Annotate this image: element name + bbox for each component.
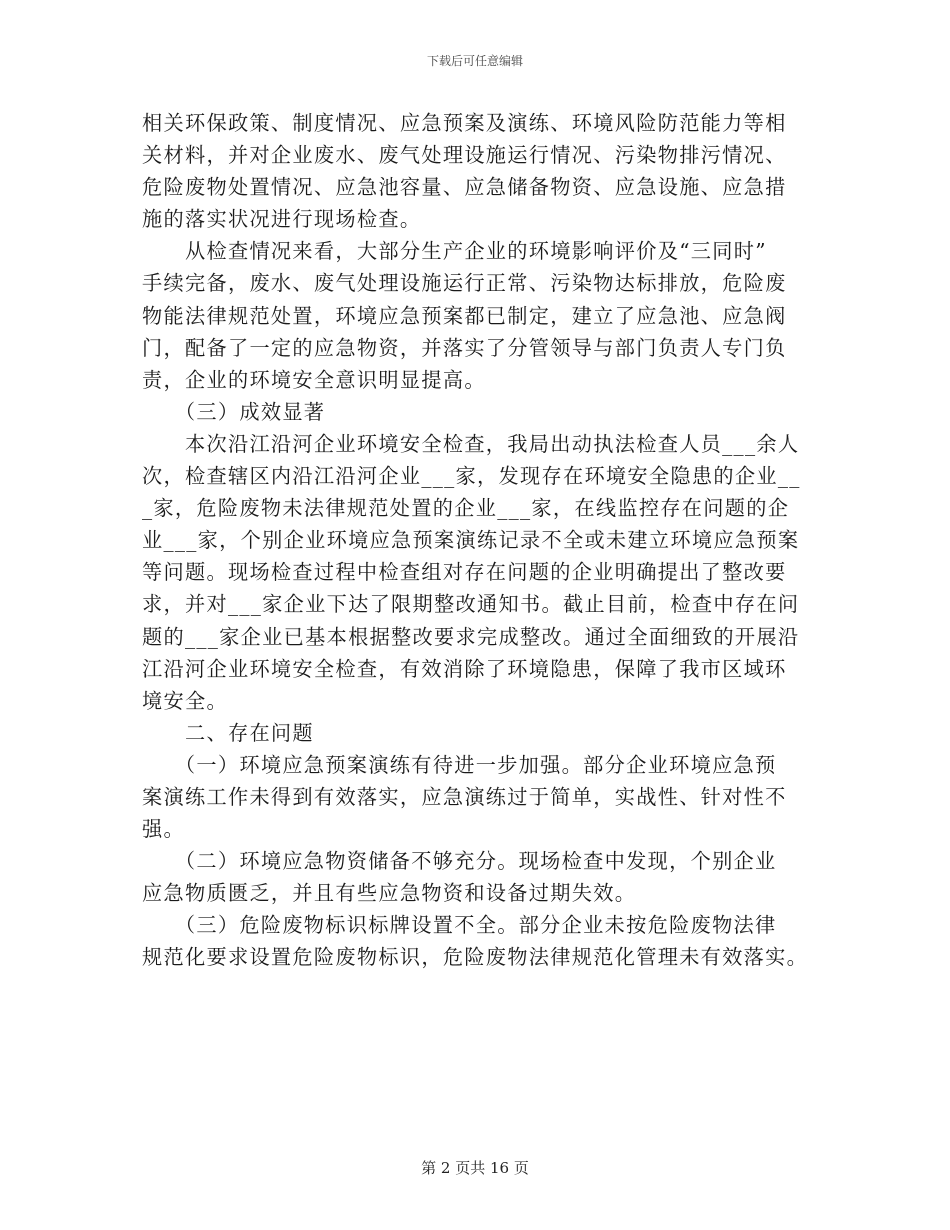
text-line: （二）环境应急物资储备不够充分。现场检查中发现，个别企业 <box>142 849 777 874</box>
text-line: 题的___家企业已基本根据整改要求完成整改。通过全面细致的开展沿 <box>142 624 800 649</box>
page-header: 下载后可任意编辑 <box>426 54 523 68</box>
text-line: （一）环境应急预案演练有待进一步加强。部分企业环境应急预 <box>142 752 777 777</box>
text-line: 本次沿江沿河企业环境安全检查，我局出动执法检查人员___余人 <box>142 431 800 456</box>
text-line: 境安全。 <box>142 688 228 713</box>
text-line: 等问题。现场检查过程中检查组对存在问题的企业明确提出了整改要 <box>142 560 787 585</box>
text-line: 次，检查辖区内沿江沿河企业___家，发现存在环境安全隐患的企业__ <box>142 464 801 489</box>
section-heading: （三）成效显著 <box>142 399 326 424</box>
text-line: 施的落实状况进行现场检查。 <box>142 207 422 232</box>
page-footer: 第 2 页共 16 页 <box>421 1159 529 1177</box>
text-line: （三）危险废物标识标牌设置不全。部分企业未按危险废物法律 <box>142 913 777 938</box>
document-body <box>142 107 807 974</box>
text-line: 手续完备，废水、废气处理设施运行正常、污染物达标排放，危险废 <box>142 271 787 296</box>
text-line: 门，配备了一定的应急物资，并落实了分管领导与部门负责人专门负 <box>142 335 787 360</box>
text-line: 强。 <box>142 817 185 842</box>
section-heading: 二、存在问题 <box>142 720 314 745</box>
text-line: 物能法律规范处置，环境应急预案都已制定，建立了应急池、应急阀 <box>142 303 787 328</box>
text-line: 江沿河企业环境安全检查，有效消除了环境隐患，保障了我市区域环 <box>142 656 787 681</box>
text-line: 案演练工作未得到有效落实，应急演练过于简单，实战性、针对性不 <box>142 784 787 809</box>
text-line: 从检查情况来看，大部分生产企业的环境影响评价及“三同时” <box>142 239 767 264</box>
text-line: 求，并对___家企业下达了限期整改通知书。截止目前，检查中存在问 <box>142 592 800 617</box>
text-line: 应急物质匮乏，并且有些应急物资和设备过期失效。 <box>142 881 637 906</box>
text-line: 关材料，并对企业废水、废气处理设施运行情况、污染物排污情况、 <box>142 143 787 168</box>
text-line: 责，企业的环境安全意识明显提高。 <box>142 367 486 392</box>
text-line: 相关环保政策、制度情况、应急预案及演练、环境风险防范能力等相 <box>142 111 787 135</box>
text-line: _家，危险废物未法律规范处置的企业___家，在线监控存在问题的企 <box>142 496 790 521</box>
text-line: 业___家，个别企业环境应急预案演练记录不全或未建立环境应急预案 <box>142 528 800 553</box>
text-line: 规范化要求设置危险废物标识，危险废物法律规范化管理未有效落实。 <box>142 945 809 970</box>
text-line: 危险废物处置情况、应急池容量、应急储备物资、应急设施、应急措 <box>142 175 787 200</box>
